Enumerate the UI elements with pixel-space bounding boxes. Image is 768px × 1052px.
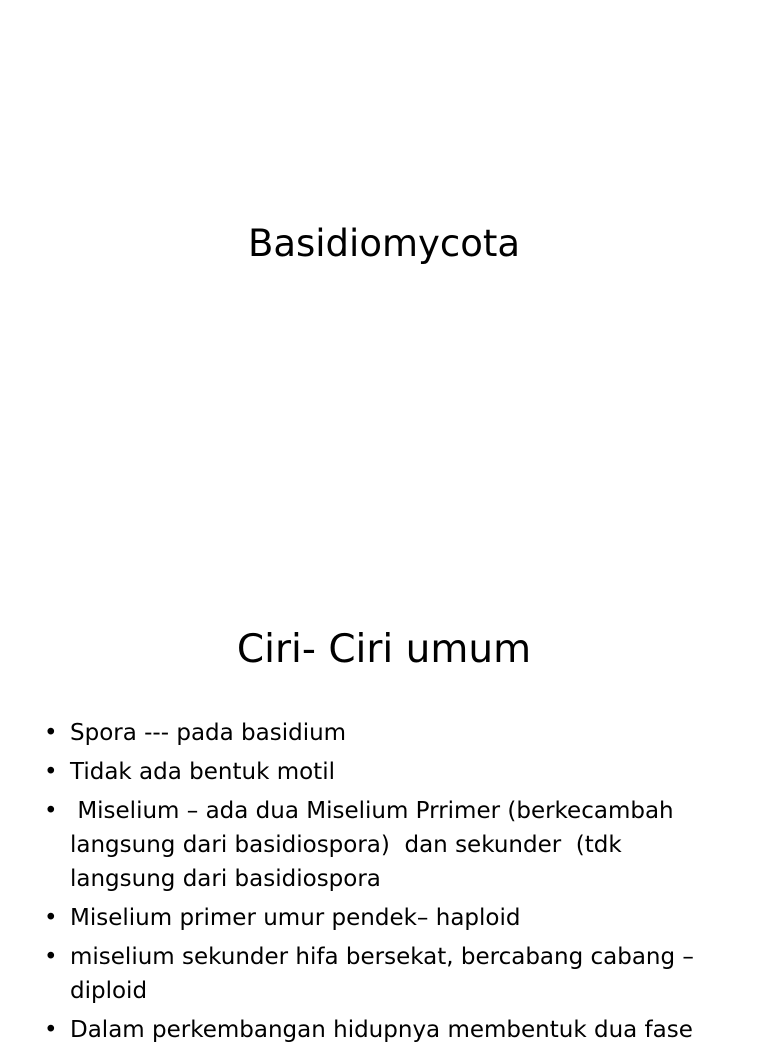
list-item xyxy=(42,716,732,750)
list-item-text: miselium sekunder hifa bersekat, bercabang cabang – diploid xyxy=(70,944,694,1004)
list-item-text: Tidak ada bentuk motil xyxy=(70,759,335,785)
bullet-icon: • xyxy=(44,759,58,785)
list-item-text: Miselium – ada dua Miselium Prrimer (berkecambah langsung dari basidiospora) dan sekunder (tdk langsung dari basidiospora xyxy=(70,798,681,892)
bullet-icon: • xyxy=(44,720,58,746)
bullet-list xyxy=(42,716,732,1052)
list-item xyxy=(42,901,732,935)
list-item-text: Dalam perkembangan hidupnya membentuk dua fase xyxy=(70,1017,693,1043)
list-item-text: Miselium primer umur pendek– haploid xyxy=(70,905,521,931)
slide-2 xyxy=(0,576,768,1043)
bullet-icon: • xyxy=(44,1017,58,1043)
bullet-icon: • xyxy=(44,905,58,931)
list-item xyxy=(42,940,732,1008)
slide-title: Ciri- Ciri umum xyxy=(236,627,532,672)
list-item xyxy=(42,794,732,896)
list-item xyxy=(42,1013,732,1047)
list-item xyxy=(42,755,732,789)
list-item-text: Spora --- pada basidium xyxy=(70,720,347,746)
slide-title: Basidiomycota xyxy=(247,222,521,265)
bullet-icon: • xyxy=(44,944,58,970)
bullet-icon: • xyxy=(44,798,58,824)
